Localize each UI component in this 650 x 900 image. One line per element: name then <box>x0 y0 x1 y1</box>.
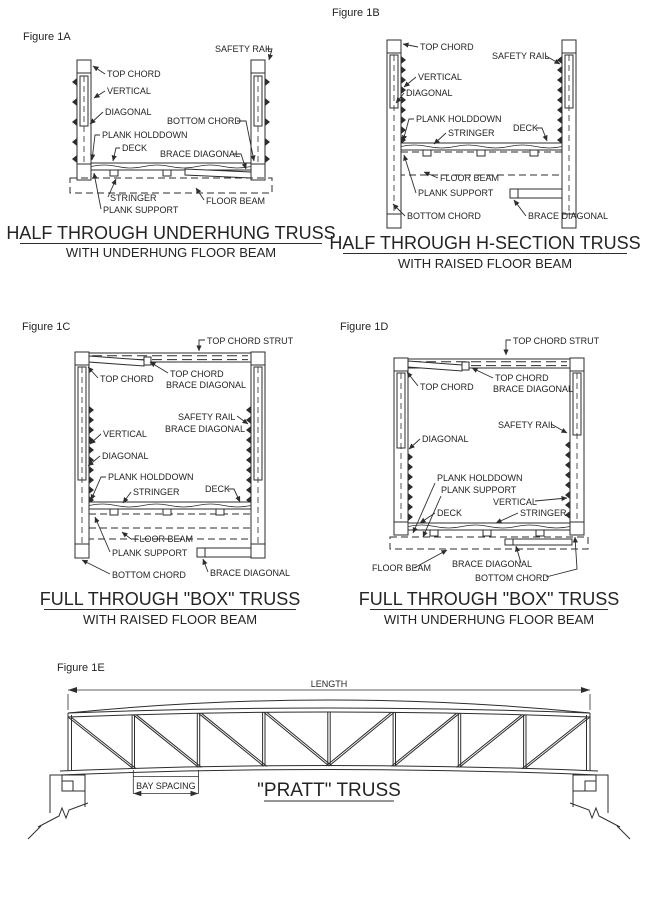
figure-1a-drawing <box>70 60 272 193</box>
figure-1d-caption: FULL THROUGH "BOX" TRUSS <box>358 589 620 609</box>
fig1d-label-deck: DECK <box>437 508 463 518</box>
fig1b-label-plank-support: PLANK SUPPORT <box>418 188 494 198</box>
figure-1c-heading: Figure 1C <box>22 321 71 333</box>
figure-1e <box>28 662 630 839</box>
fig1d-brace-diagonal-end <box>505 539 513 545</box>
figure-1d-heading: Figure 1D <box>340 321 389 333</box>
figure-1e-right-abutment <box>570 775 630 839</box>
fig1d-label-stringer: STRINGER <box>520 508 567 518</box>
fig1e-verticals <box>132 712 526 769</box>
fig1b-plank-support <box>423 150 431 156</box>
fig1e-diagonals <box>68 712 590 769</box>
fig1c-top-chord-brace-end <box>144 357 151 365</box>
fig1c-label-diagonal: DIAGONAL <box>102 451 149 461</box>
fig1c-label-plank-support: PLANK SUPPORT <box>112 548 188 558</box>
figure-1b-heading: Figure 1B <box>332 7 380 19</box>
figure-1e-caption: "PRATT" TRUSS <box>257 780 401 801</box>
fig1b-label-plank-holddown: PLANK HOLDDOWN <box>416 114 502 124</box>
fig1a-label-bottom-chord: BOTTOM CHORD <box>167 116 241 126</box>
fig1a-label-top-chord: TOP CHORD <box>107 69 161 79</box>
fig1a-label-vertical: VERTICAL <box>107 86 151 96</box>
fig1d-plank-support <box>536 530 544 536</box>
fig1b-brace-diagonal-end <box>510 189 518 198</box>
fig1a-right-diagonal-ticks <box>265 78 270 163</box>
fig1d-top-chord-brace-end <box>462 362 469 370</box>
fig1a-label-stringer: STRINGER <box>110 193 157 203</box>
fig1c-label-top-chord-brace-2: BRACE DIAGONAL <box>166 380 247 390</box>
fig1b-label-stringer: STRINGER <box>448 128 495 138</box>
figure-1a-labels <box>102 44 272 215</box>
fig1b-label-diagonal: DIAGONAL <box>406 88 453 98</box>
fig1d-label-vertical: VERTICAL <box>493 497 537 507</box>
fig1a-left-diagonal-ticks <box>72 78 77 163</box>
fig1d-label-plank-support: PLANK SUPPORT <box>441 485 517 495</box>
fig1d-label-bottom-chord: BOTTOM CHORD <box>475 573 549 583</box>
fig1d-label-brace-diagonal: BRACE DIAGONAL <box>452 559 533 569</box>
fig1a-label-safety-rail: SAFETY RAIL <box>215 44 273 54</box>
figure-1d-subcaption: WITH UNDERHUNG FLOOR BEAM <box>383 612 595 627</box>
fig1d-label-top-chord-brace-1: TOP CHORD <box>495 373 549 383</box>
fig1d-left-diagonal-ticks <box>408 453 413 521</box>
figure-1e-heading: Figure 1E <box>57 662 105 674</box>
fig1d-label-top-chord-strut: TOP CHORD STRUT <box>513 336 600 346</box>
figure-1a-subcaption: WITH UNDERHUNG FLOOR BEAM <box>65 245 277 260</box>
fig1c-right-vertical-member <box>254 367 262 480</box>
fig1b-label-top-chord: TOP CHORD <box>420 42 474 52</box>
fig1a-label-plank-holddown: PLANK HOLDDOWN <box>102 130 188 140</box>
fig1d-plank-support <box>483 530 491 536</box>
fig1c-left-vertical-member <box>78 367 86 480</box>
figure-1a-caption: HALF THROUGH UNDERHUNG TRUSS <box>6 223 336 243</box>
fig1c-label-vertical: VERTICAL <box>103 429 147 439</box>
fig1d-label-floor-beam: FLOOR BEAM <box>372 563 432 573</box>
figure-1e-bay-spacing-dimension <box>133 770 198 796</box>
fig1b-label-safety-rail: SAFETY RAIL <box>492 51 550 61</box>
fig1d-brace-diagonal <box>505 539 572 545</box>
fig1e-label-length: LENGTH <box>310 679 348 689</box>
figure-1e-length-dimension <box>68 679 590 710</box>
fig1e-right-break-line <box>570 803 620 827</box>
fig1c-label-bottom-chord: BOTTOM CHORD <box>112 570 186 580</box>
figure-1a-heading: Figure 1A <box>23 31 71 43</box>
fig1a-label-brace-diagonal: BRACE DIAGONAL <box>160 149 241 159</box>
fig1c-label-top-chord-strut: TOP CHORD STRUT <box>207 336 294 346</box>
figure-1a <box>6 31 335 260</box>
fig1c-brace-diagonal-end <box>197 548 205 557</box>
fig1b-left-diagonal-ticks <box>401 56 406 144</box>
fig1d-label-top-chord-brace-2: BRACE DIAGONAL <box>493 384 574 394</box>
figure-1c <box>22 321 300 627</box>
fig1b-label-brace-diagonal: BRACE DIAGONAL <box>528 211 609 221</box>
fig1c-label-top-chord-brace-1: TOP CHORD <box>170 369 224 379</box>
fig1e-bottom-chord <box>60 766 598 772</box>
figure-1b <box>329 7 640 271</box>
fig1b-plank-support <box>530 150 538 156</box>
fig1d-plank-support <box>430 530 438 536</box>
fig1c-right-diagonal-ticks <box>246 406 251 504</box>
fig1b-right-diagonal-ticks <box>557 56 562 144</box>
fig1c-label-floor-beam: FLOOR BEAM <box>134 534 194 544</box>
fig1b-plank-support <box>477 150 485 156</box>
figure-1e-truss <box>60 700 598 775</box>
fig1c-label-stringer: STRINGER <box>133 487 180 497</box>
figure-1d <box>340 321 619 627</box>
fig1a-label-deck: DECK <box>122 143 148 153</box>
fig1c-plank-support <box>163 509 171 515</box>
fig1e-left-break-line <box>38 803 88 827</box>
fig1e-label-bay-spacing: BAY SPACING <box>136 781 196 791</box>
figure-1e-left-abutment <box>28 775 88 839</box>
fig1b-label-vertical: VERTICAL <box>418 72 462 82</box>
fig1a-plank-support <box>110 170 118 176</box>
fig1d-label-safety-rail: SAFETY RAIL <box>498 420 556 430</box>
fig1c-label-plank-holddown: PLANK HOLDDOWN <box>108 472 194 482</box>
fig1c-label-brace-diagonal: BRACE DIAGONAL <box>210 568 291 578</box>
fig1b-label-floor-beam: FLOOR BEAM <box>440 173 500 183</box>
figure-1c-subcaption: WITH RAISED FLOOR BEAM <box>82 612 258 627</box>
figure-1b-caption: HALF THROUGH H-SECTION TRUSS <box>329 233 641 253</box>
fig1b-label-bottom-chord: BOTTOM CHORD <box>407 211 481 221</box>
fig1a-floor-beam <box>70 178 272 193</box>
fig1c-label-safety-rail-brace-1: SAFETY RAIL <box>178 412 236 422</box>
fig1a-label-plank-support: PLANK SUPPORT <box>103 205 179 215</box>
fig1d-label-diagonal: DIAGONAL <box>422 434 469 444</box>
fig1c-label-safety-rail-brace-2: BRACE DIAGONAL <box>165 424 246 434</box>
fig1c-plank-support <box>216 509 224 515</box>
fig1a-label-diagonal: DIAGONAL <box>105 107 152 117</box>
figure-1c-caption: FULL THROUGH "BOX" TRUSS <box>39 589 301 609</box>
fig1c-left-diagonal-ticks <box>89 406 94 504</box>
fig1d-label-top-chord: TOP CHORD <box>420 382 474 392</box>
fig1a-plank-support <box>163 170 171 176</box>
figure-1b-subcaption: WITH RAISED FLOOR BEAM <box>397 256 573 271</box>
fig1d-label-plank-holddown: PLANK HOLDDOWN <box>437 473 523 483</box>
figure-1b-labels <box>406 42 608 221</box>
fig1c-label-deck: DECK <box>205 484 231 494</box>
fig1c-plank-support <box>110 509 118 515</box>
fig1e-top-chord-camber-line <box>68 700 590 713</box>
fig1c-label-top-chord: TOP CHORD <box>100 374 154 384</box>
fig1b-label-deck: DECK <box>513 123 539 133</box>
fig1a-label-floor-beam: FLOOR BEAM <box>206 196 266 206</box>
